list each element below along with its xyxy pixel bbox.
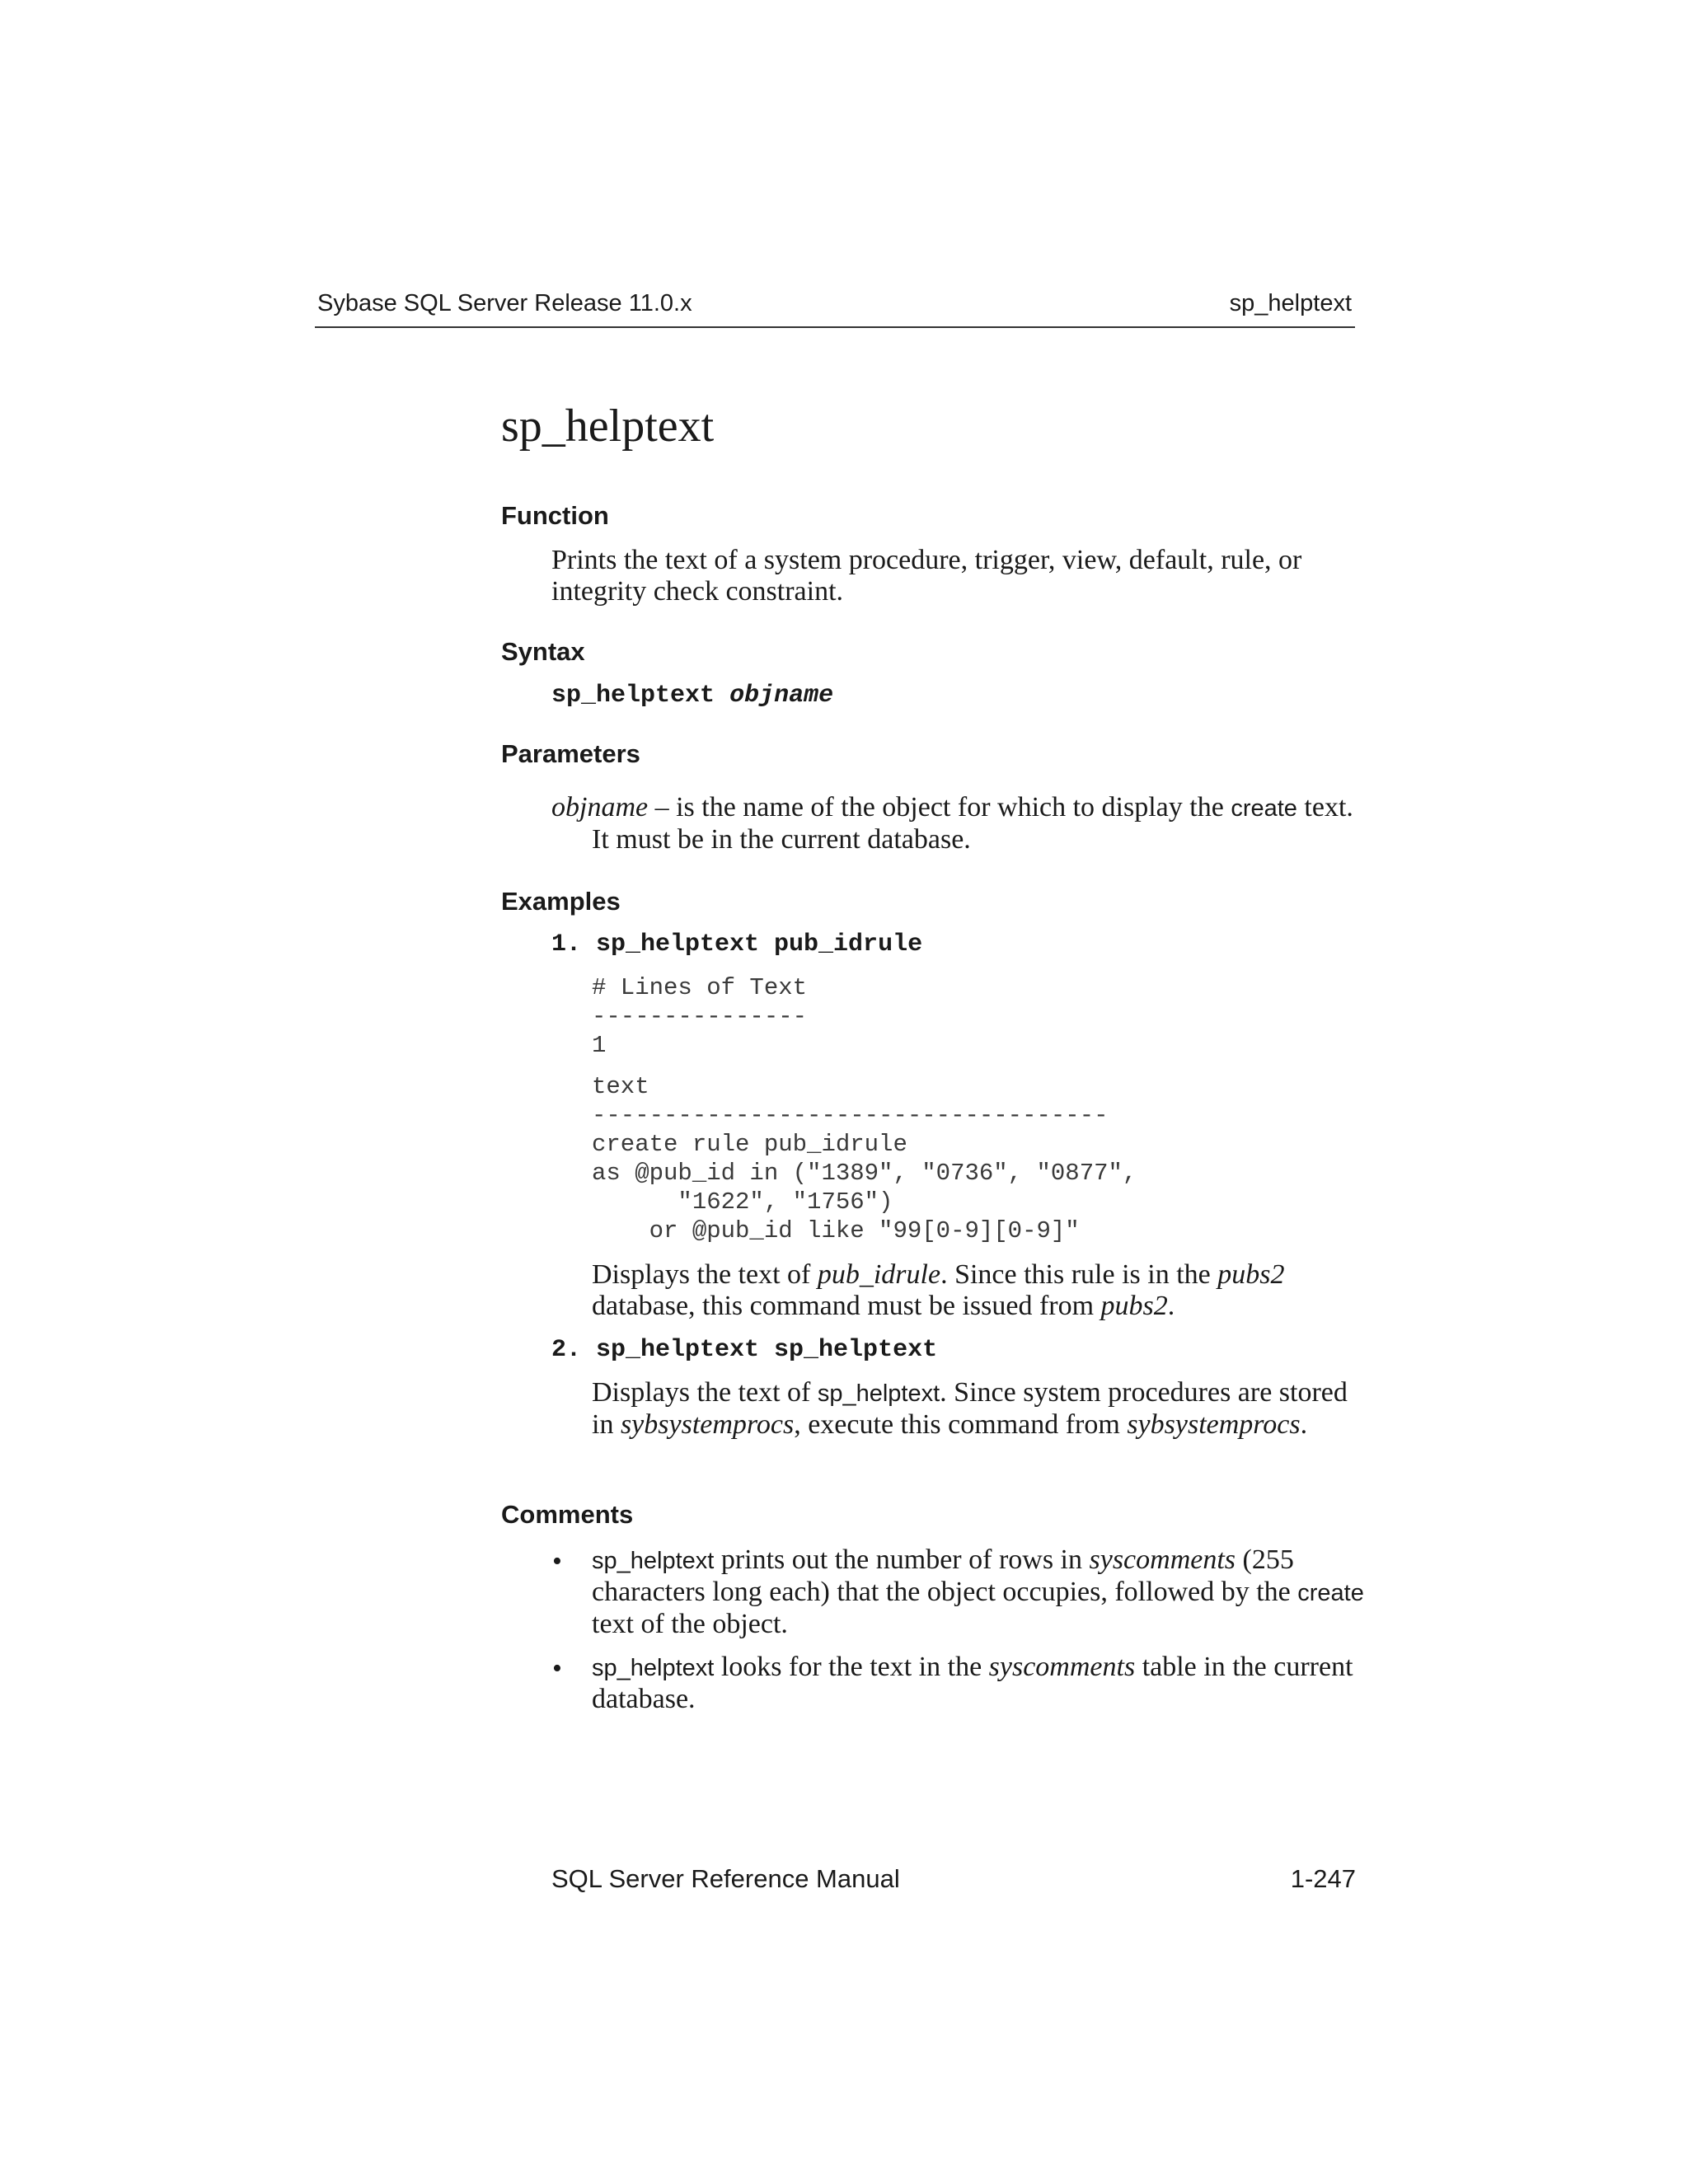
ex2-desc-b: . Since system procedures are stored in bbox=[592, 1377, 1348, 1440]
parameter-objname bbox=[551, 792, 1376, 855]
function-heading: Function bbox=[501, 501, 609, 530]
example2-command: 2. sp_helptext sp_helptext bbox=[551, 1336, 938, 1364]
syntax-heading: Syntax bbox=[501, 637, 585, 666]
ex1-desc-db: pubs2 bbox=[1217, 1259, 1285, 1290]
bullet-icon: • bbox=[552, 1653, 562, 1684]
ex1-desc-d: . bbox=[1167, 1291, 1175, 1321]
header-release: Sybase SQL Server Release 11.0.x bbox=[317, 290, 692, 316]
example2-description bbox=[592, 1377, 1375, 1441]
ex1-desc-obj: pub_idrule bbox=[817, 1259, 941, 1290]
ex2-desc-d: . bbox=[1300, 1409, 1308, 1440]
syntax-command: sp_helptext bbox=[551, 682, 715, 710]
example1-output-lines: # Lines of Text --------------- 1 bbox=[592, 974, 808, 1059]
ex2-desc-proc: sp_helptext bbox=[817, 1380, 940, 1407]
footer-page-number: 1-247 bbox=[1290, 1864, 1356, 1893]
ex2-desc-c: , execute this command from bbox=[794, 1409, 1128, 1440]
ex1-desc-db2: pubs2 bbox=[1100, 1291, 1168, 1321]
com2-text-a: looks for the text in the bbox=[714, 1652, 989, 1682]
example1-output-text: text ------------------------------------ create rule pub_idrule as @pub_id in ("1389", "0736", "0877", "1622", "1756") or @pub_id like "99[0-9][0-9]" bbox=[592, 1073, 1137, 1244]
com1-text-a: prints out the number of rows in bbox=[714, 1544, 1090, 1575]
bullet-icon: • bbox=[552, 1546, 562, 1577]
page-title: sp_helptext bbox=[501, 401, 715, 452]
examples-heading: Examples bbox=[501, 887, 621, 916]
syntax-line bbox=[551, 682, 833, 710]
comment-item-1 bbox=[592, 1544, 1375, 1640]
param-text-cont: It must be in the current database. bbox=[592, 824, 971, 855]
ex1-desc-c: database, this command must be issued from bbox=[592, 1291, 1101, 1321]
comment-item-2 bbox=[592, 1652, 1375, 1715]
com2-text-b: table in the current database. bbox=[592, 1652, 1353, 1714]
com1-table: syscomments bbox=[1089, 1544, 1236, 1575]
example1-description bbox=[592, 1259, 1375, 1322]
ex2-desc-db: sybsystemprocs bbox=[620, 1409, 795, 1440]
com1-text-b: (255 characters long each) that the object occupies, followed by the bbox=[592, 1544, 1298, 1607]
example1-command: 1. sp_helptext pub_idrule bbox=[551, 930, 923, 958]
param-text-a: – is the name of the object for which to display the bbox=[648, 792, 1231, 823]
syntax-arg: objname bbox=[729, 682, 834, 710]
comments-heading: Comments bbox=[501, 1500, 634, 1529]
param-text-b: text. bbox=[1296, 792, 1353, 823]
ex2-desc-a: Displays the text of bbox=[592, 1377, 818, 1408]
com1-proc: sp_helptext bbox=[592, 1548, 715, 1574]
header-topic: sp_helptext bbox=[1229, 290, 1352, 316]
com1-keyword: create bbox=[1297, 1580, 1364, 1606]
ex1-desc-b: . Since this rule is in the bbox=[940, 1259, 1218, 1290]
function-text: Prints the text of a system procedure, trigger, view, default, rule, or integrity check constraint. bbox=[551, 545, 1302, 607]
com1-text-c: text of the object. bbox=[592, 1609, 788, 1639]
param-name: objname bbox=[551, 792, 649, 823]
com2-table: syscomments bbox=[988, 1652, 1136, 1682]
ex1-desc-a: Displays the text of bbox=[592, 1259, 818, 1290]
com2-proc: sp_helptext bbox=[592, 1655, 715, 1681]
footer-manual-title: SQL Server Reference Manual bbox=[551, 1864, 900, 1893]
parameters-heading: Parameters bbox=[501, 739, 640, 768]
ex2-desc-db2: sybsystemprocs bbox=[1127, 1409, 1301, 1440]
running-header bbox=[315, 288, 1355, 328]
param-keyword: create bbox=[1231, 795, 1297, 822]
